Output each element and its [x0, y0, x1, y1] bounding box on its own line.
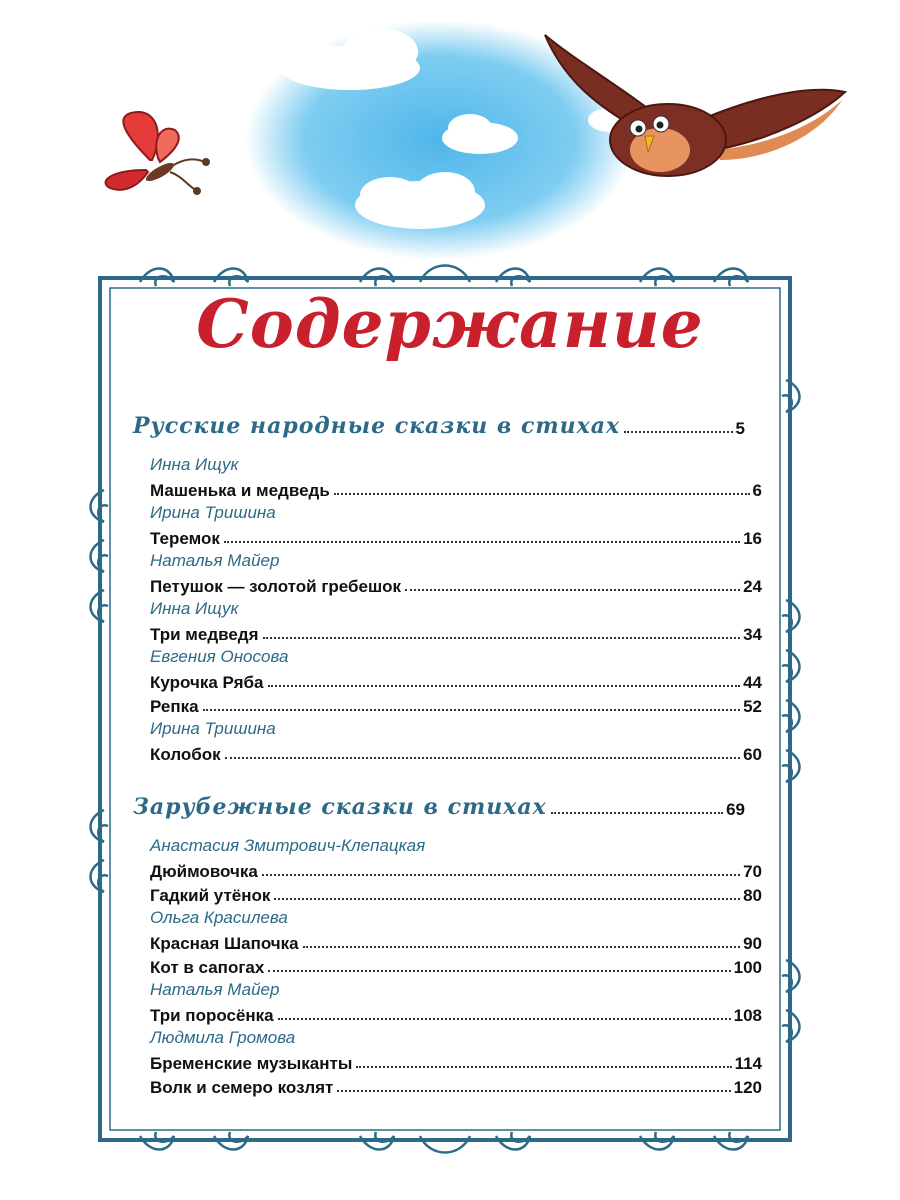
entry-page-number: 16 [743, 529, 762, 548]
section-page-number: 5 [735, 419, 745, 438]
entry-page-number: 108 [733, 1006, 762, 1025]
entry-page-number: 100 [733, 958, 762, 977]
dot-leader [337, 1090, 730, 1092]
dot-leader [356, 1066, 731, 1068]
entry-title: Красная Шапочка [150, 934, 299, 953]
dot-leader [278, 1018, 731, 1020]
author-name: Ольга Красилева [150, 908, 288, 927]
author-name: Ирина Тришина [150, 503, 276, 522]
entry-title: Кот в сапогах [150, 958, 265, 977]
entry-page-number: 24 [743, 577, 762, 596]
dot-leader [268, 970, 730, 972]
entry-page-number: 70 [743, 862, 762, 881]
dot-leader [334, 493, 750, 495]
page-title: Содержание [196, 285, 704, 363]
author-name: Анастасия Змитрович-Клепацкая [150, 836, 426, 855]
entry-title: Три медведя [150, 625, 259, 644]
entry-page-number: 90 [743, 934, 762, 953]
dot-leader [551, 812, 723, 814]
entry-page-number: 44 [743, 673, 762, 692]
dot-leader [225, 757, 740, 759]
dot-leader [274, 898, 740, 900]
entry-title: Три поросёнка [150, 1006, 274, 1025]
section-title: Русские народные сказки в стихах [133, 413, 621, 439]
toc-entry[interactable] [150, 1072, 762, 1098]
section-title: Зарубежные сказки в стихах [133, 794, 547, 820]
author-name: Людмила Громова [150, 1028, 296, 1047]
section-heading-row[interactable] [133, 786, 745, 820]
toc-entry[interactable] [150, 1000, 762, 1026]
toc-entry[interactable] [150, 739, 762, 765]
entry-title: Дюймовочка [150, 862, 258, 881]
entry-title: Колобок [150, 745, 221, 764]
toc-entry[interactable] [150, 667, 762, 693]
dot-leader [203, 709, 740, 711]
entry-title: Бременские музыканты [150, 1054, 353, 1073]
dot-leader [263, 637, 741, 639]
dot-leader [262, 874, 740, 876]
section-page-number: 69 [726, 800, 745, 819]
entry-page-number: 60 [743, 745, 762, 764]
toc-entry[interactable] [150, 691, 762, 717]
entry-page-number: 6 [752, 481, 762, 500]
entry-page-number: 120 [733, 1078, 762, 1097]
entry-title: Машенька и медведь [150, 481, 330, 500]
toc-entry[interactable] [150, 880, 762, 906]
section-heading-row[interactable] [133, 405, 745, 439]
toc-entry[interactable] [150, 571, 762, 597]
author-name: Инна Ищук [150, 455, 239, 474]
dot-leader [405, 589, 740, 591]
toc-entry[interactable] [150, 928, 762, 954]
entry-page-number: 80 [743, 886, 762, 905]
author-name: Наталья Майер [150, 980, 280, 999]
entry-page-number: 114 [734, 1054, 762, 1073]
toc-entry[interactable] [150, 1048, 762, 1074]
dot-leader [624, 431, 732, 433]
entry-title: Курочка Ряба [150, 673, 264, 692]
toc-entry[interactable] [150, 619, 762, 645]
entry-title: Петушок — золотой гребешок [150, 577, 402, 596]
dot-leader [303, 946, 740, 948]
entry-title: Гадкий утёнок [150, 886, 271, 905]
toc-entry[interactable] [150, 952, 762, 978]
author-name: Инна Ищук [150, 599, 239, 618]
entry-title: Теремок [150, 529, 220, 548]
toc-entry[interactable] [150, 523, 762, 549]
author-name: Евгения Оносова [150, 647, 289, 666]
entry-title: Репка [150, 697, 199, 716]
dot-leader [268, 685, 741, 687]
entry-title: Волк и семеро козлят [150, 1078, 334, 1097]
author-name: Ирина Тришина [150, 719, 276, 738]
entry-page-number: 52 [743, 697, 762, 716]
author-name: Наталья Майер [150, 551, 280, 570]
toc-entry[interactable] [150, 475, 762, 501]
toc-entry[interactable] [150, 856, 762, 882]
entry-page-number: 34 [743, 625, 762, 644]
dot-leader [224, 541, 740, 543]
